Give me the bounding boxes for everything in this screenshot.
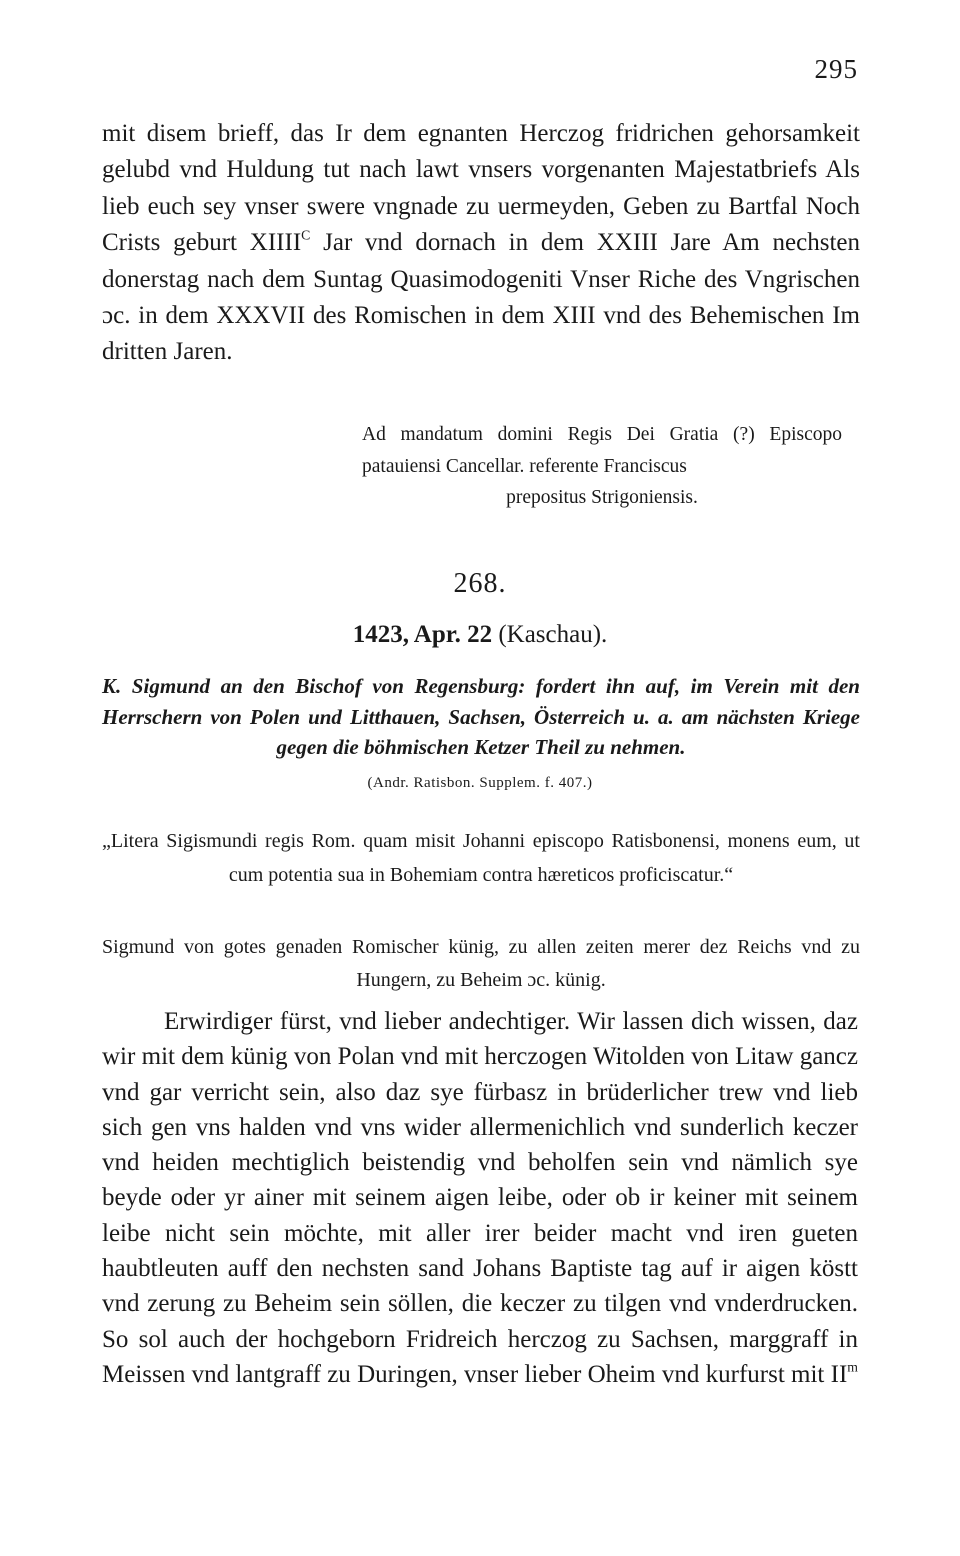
previous-document-body-end: Jar vnd dornach in dem XXIII Jare Am nechsten donerstag nach dem Suntag Quasimodogeniti Vnser Riche des Vngrischen ɔc. in dem XXXVII des Romischen in dem XIII vnd des Behemischen Im dritten Jaren. [102,229,860,366]
letter-body-text: Erwirdiger fürst, vnd lieber andechtiger. Wir lassen dich wissen, daz wir mit dem künig von Polan vnd mit herczogen Witolden von Litaw gancz vnd gar verricht sein, also daz sye fürbasz in brüderlicher trew vnd lieb sich gen vns halden vnd vns wider allermenichlich vnd sunderlich keczer vnd heiden mechtiglich beistendig vnd beholfen sein vnd nämlich sye beyde oder yr ainer mit seinem aigen leibe, oder ob ir keiner mit seinem leibe nicht sein möchte, mit aller irer beider macht vnd iren gueten haubtleuten auff den nechsten sand Johans Baptiste tag auf ir aigen köstt vnd zerung zu Beheim sein söllen, die keczer zu tilgen vnd vnderdrucken. So sol auch der hochgeborn Fridreich herczog zu Sachsen, marggraff in Meissen vnd lantgraff zu Duringen, vnser lieber Oheim vnd kurfurst mit II [102,1008,858,1388]
intitulatio: Sigmund von gotes genaden Romischer künig, zu allen zeiten merer dez Reichs vnd zu Hungern, zu Beheim ɔc. künig. [102,936,860,991]
chancery-subscription [362,419,842,514]
previous-document-body: mit disem brieff, das Ir dem egnanten Herczog fridrichen gehorsamkeit gelubd vnd Huldung tut nach lawt vnsers vorgenanten Majestatbriefs Als lieb euch sey vnser swere vngnade zu uermeyden, Geben zu Bartfal Noch Crists geburt XIIII [102,120,860,257]
document-place: (Kaschau). [492,621,608,648]
document-regest: K. Sigmund an den Bischof von Regensburg: fordert ihn auf, im Verein mit den Herrschern von Polen und Litthauen, Sachsen, Österreich u. a. am nächsten Kriege gegen die böhmischen Ketzer Theil zu nehmen. [102,674,860,759]
letter-body [102,1004,858,1392]
subscription-text: Ad mandatum domini Regis Dei Gratia (?) Episcopo patauiensi Cancellar. referente Franciscus [362,424,842,477]
previous-document-text [102,116,860,371]
superscript-m: m [847,1359,858,1375]
superscript-c: C [301,227,311,243]
document-date-text: 1423, Apr. 22 [352,621,493,648]
source-note: (Andr. Ratisbon. Supplem. f. 407.) [367,775,593,791]
page-number: 295 [814,54,858,84]
document-number: 268. [453,568,507,599]
document-date [0,621,960,649]
previous-document-paragraph [102,116,860,371]
litera-heading: „Litera Sigismundi regis Rom. quam misit Johanni episcopo Ratisbonensi, monens eum, ut cum potentia sua in Bohemiam contra hæreticos proficiscatur.“ [102,830,860,886]
subscription-last-line: prepositus Strigoniensis. [506,487,698,508]
